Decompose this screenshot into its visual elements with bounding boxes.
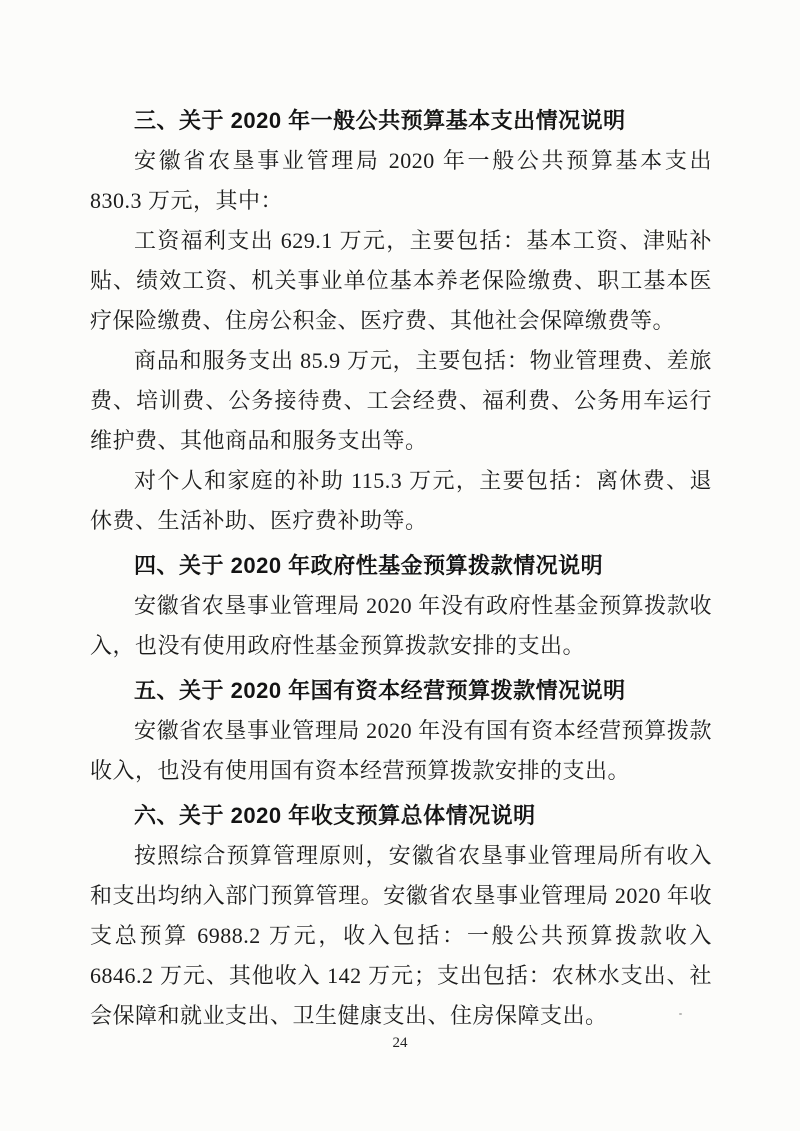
section-heading-4: 四、关于 2020 年政府性基金预算拨款情况说明 bbox=[134, 553, 604, 578]
paragraph: 工资福利支出 629.1 万元，主要包括：基本工资、津贴补贴、绩效工资、机关事业单位基本养老保险缴费、职工基本医疗保险缴费、住房公积金、医疗费、其他社会保障缴费等。 bbox=[90, 228, 712, 333]
page-number: 24 bbox=[392, 1035, 408, 1051]
paragraph: 安徽省农垦事业管理局 2020 年一般公共预算基本支出 830.3 万元，其中： bbox=[90, 148, 712, 213]
paragraph: 安徽省农垦事业管理局 2020 年没有政府性基金预算拨款收入，也没有使用政府性基金预算拨款安排的支出。 bbox=[90, 593, 712, 658]
paragraph: 安徽省农垦事业管理局 2020 年没有国有资本经营预算拨款收入，也没有使用国有资本经营预算拨款安排的支出。 bbox=[90, 718, 712, 783]
paragraph: 商品和服务支出 85.9 万元，主要包括：物业管理费、差旅费、培训费、公务接待费、工会经费、福利费、公务用车运行维护费、其他商品和服务支出等。 bbox=[90, 348, 712, 453]
scan-speck bbox=[679, 1013, 682, 1015]
section-heading-6: 六、关于 2020 年收支预算总体情况说明 bbox=[134, 803, 536, 828]
paragraph: 按照综合预算管理原则，安徽省农垦事业管理局所有收入和支出均纳入部门预算管理。安徽省农垦事业管理局 2020 年收支总预算 6988.2 万元，收入包括：一般公共预算拨款收入 6846.2 万元、其他收入 142 万元；支出包括：农林水支出、社会保障和就业支出、卫生健康支出、住房保障支出。 bbox=[90, 843, 712, 1028]
paragraph: 对个人和家庭的补助 115.3 万元，主要包括：离休费、退休费、生活补助、医疗费补助等。 bbox=[90, 468, 712, 533]
document-body bbox=[90, 101, 712, 1036]
section-heading-3: 三、关于 2020 年一般公共预算基本支出情况说明 bbox=[134, 108, 626, 133]
section-heading-5: 五、关于 2020 年国有资本经营预算拨款情况说明 bbox=[134, 678, 626, 703]
